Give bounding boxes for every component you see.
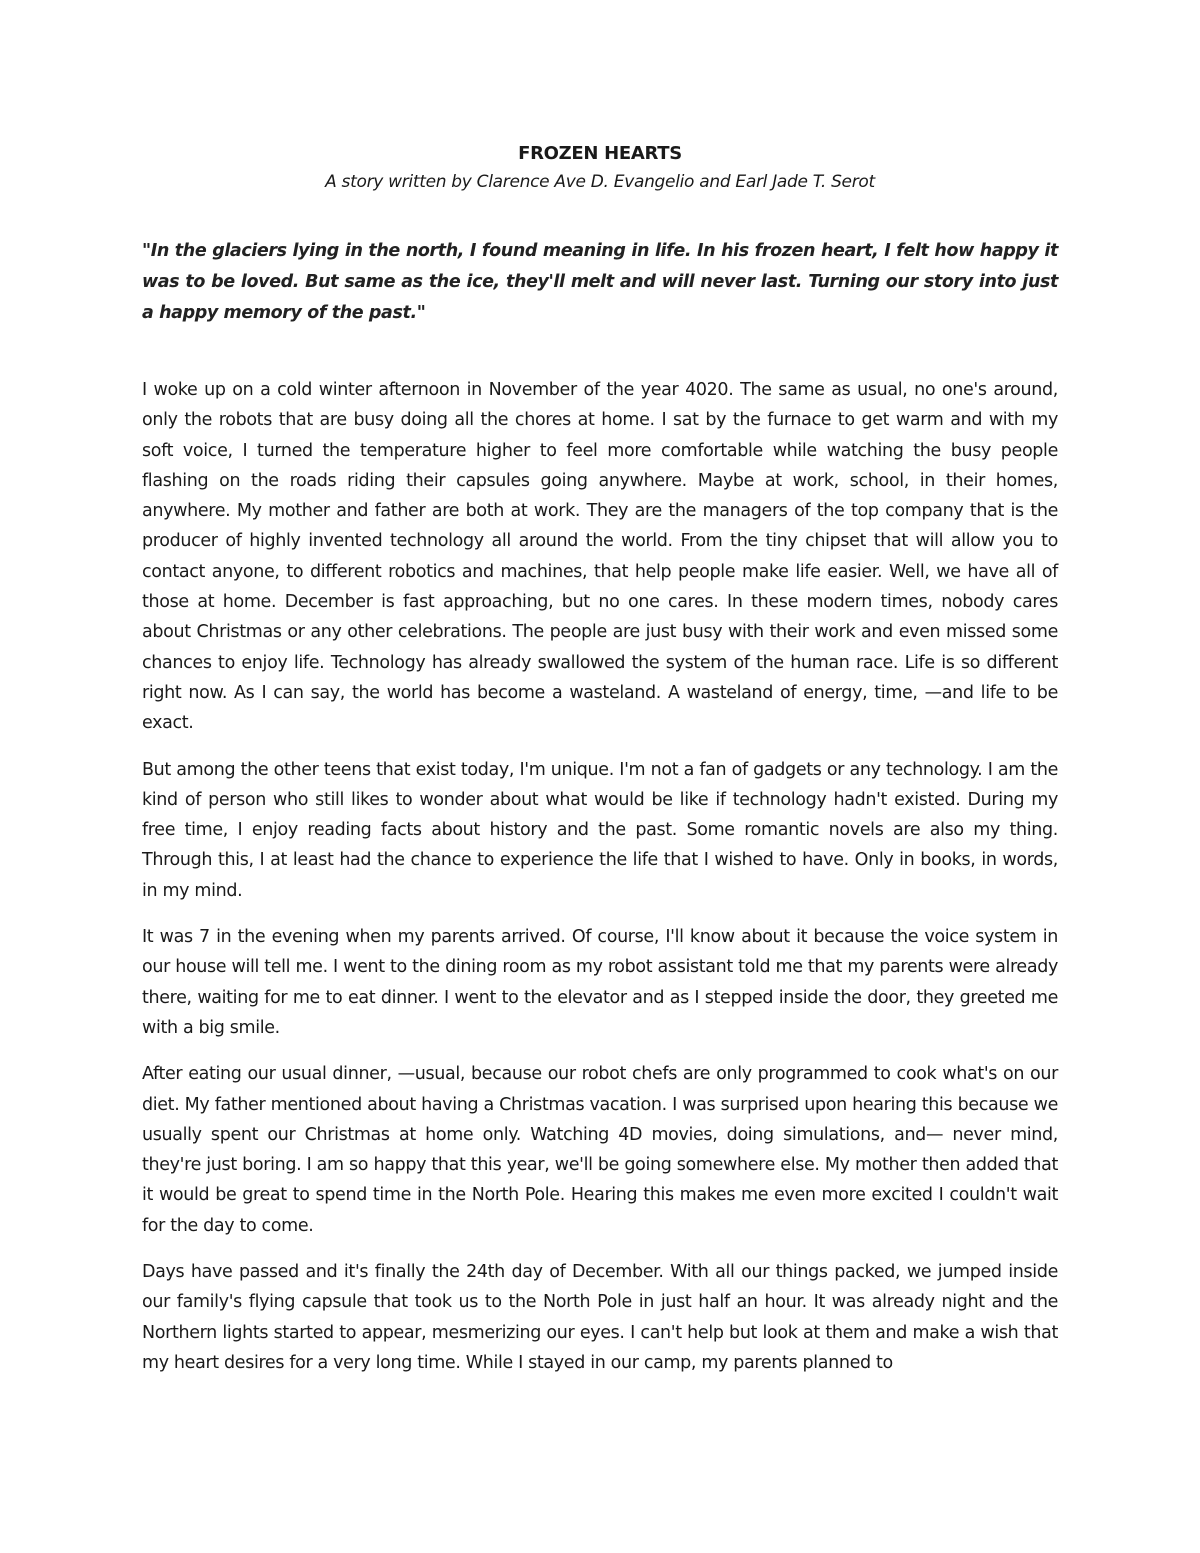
story-title: FROZEN HEARTS <box>518 143 682 164</box>
story-paragraph: Days have passed and it's finally the 24th day of December. With all our things packed, we jumped inside our family's flying capsule that took us to the North Pole in just half an hour. It was already night and the Northern lights started to appear, mesmerizing our eyes. I can't help but look at them and make a wish that my heart desires for a very long time. While I stayed in our camp, my parents planned to <box>142 1262 1058 1373</box>
story-body <box>142 375 1058 1378</box>
document-page <box>142 140 1058 1394</box>
story-paragraph: It was 7 in the evening when my parents arrived. Of course, I'll know about it because the voice system in our house will tell me. I went to the dining room as my robot assistant told me that my parents were already there, waiting for me to eat dinner. I went to the elevator and as I stepped inside the door, they greeted me with a big smile. <box>142 927 1058 1038</box>
story-paragraph: After eating our usual dinner, —usual, because our robot chefs are only programmed to cook what's on our diet. My father mentioned about having a Christmas vacation. I was surprised upon hearing this because we usually spent our Christmas at home only. Watching 4D movies, doing simulations, and— never mind, they're just boring. I am so happy that this year, we'll be going somewhere else. My mother then added that it would be great to spend time in the North Pole. Hearing this makes me even more excited I couldn't wait for the day to come. <box>142 1064 1058 1236</box>
story-byline: A story written by Clarence Ave D. Evangelio and Earl Jade T. Serot <box>325 172 875 192</box>
story-paragraph: I woke up on a cold winter afternoon in November of the year 4020. The same as usual, no one's around, only the robots that are busy doing all the chores at home. I sat by the furnace to get warm and with my soft voice, I turned the temperature higher to feel more comfortable while watching the busy people flashing on the roads riding their capsules going anywhere. Maybe at work, school, in their homes, anywhere. My mother and father are both at work. They are the managers of the top company that is the producer of highly invented technology all around the world. From the tiny chipset that will allow you to contact anyone, to different robotics and machines, that help people make life easier. Well, we have all of those at home. December is fast approaching, but no one cares. In these modern times, nobody cares about Christmas or any other celebrations. The people are just busy with their work and even missed some chances to enjoy life. Technology has already swallowed the system of the human race. Life is so different right now. As I can say, the world has become a wasteland. A wasteland of energy, time, —and life to be exact. <box>142 380 1058 734</box>
story-epigraph: "In the glaciers lying in the north, I found meaning in life. In his frozen heart, I felt how happy it was to be loved. But same as the ice, they'll melt and will never last. Turning our story into just a happy memory of the past." <box>142 241 1058 323</box>
story-paragraph: But among the other teens that exist today, I'm unique. I'm not a fan of gadgets or any technology. I am the kind of person who still likes to wonder about what would be like if technology hadn't existed. During my free time, I enjoy reading facts about history and the past. Some romantic novels are also my thing. Through this, I at least had the chance to experience the life that I wished to have. Only in books, in words, in my mind. <box>142 759 1058 901</box>
